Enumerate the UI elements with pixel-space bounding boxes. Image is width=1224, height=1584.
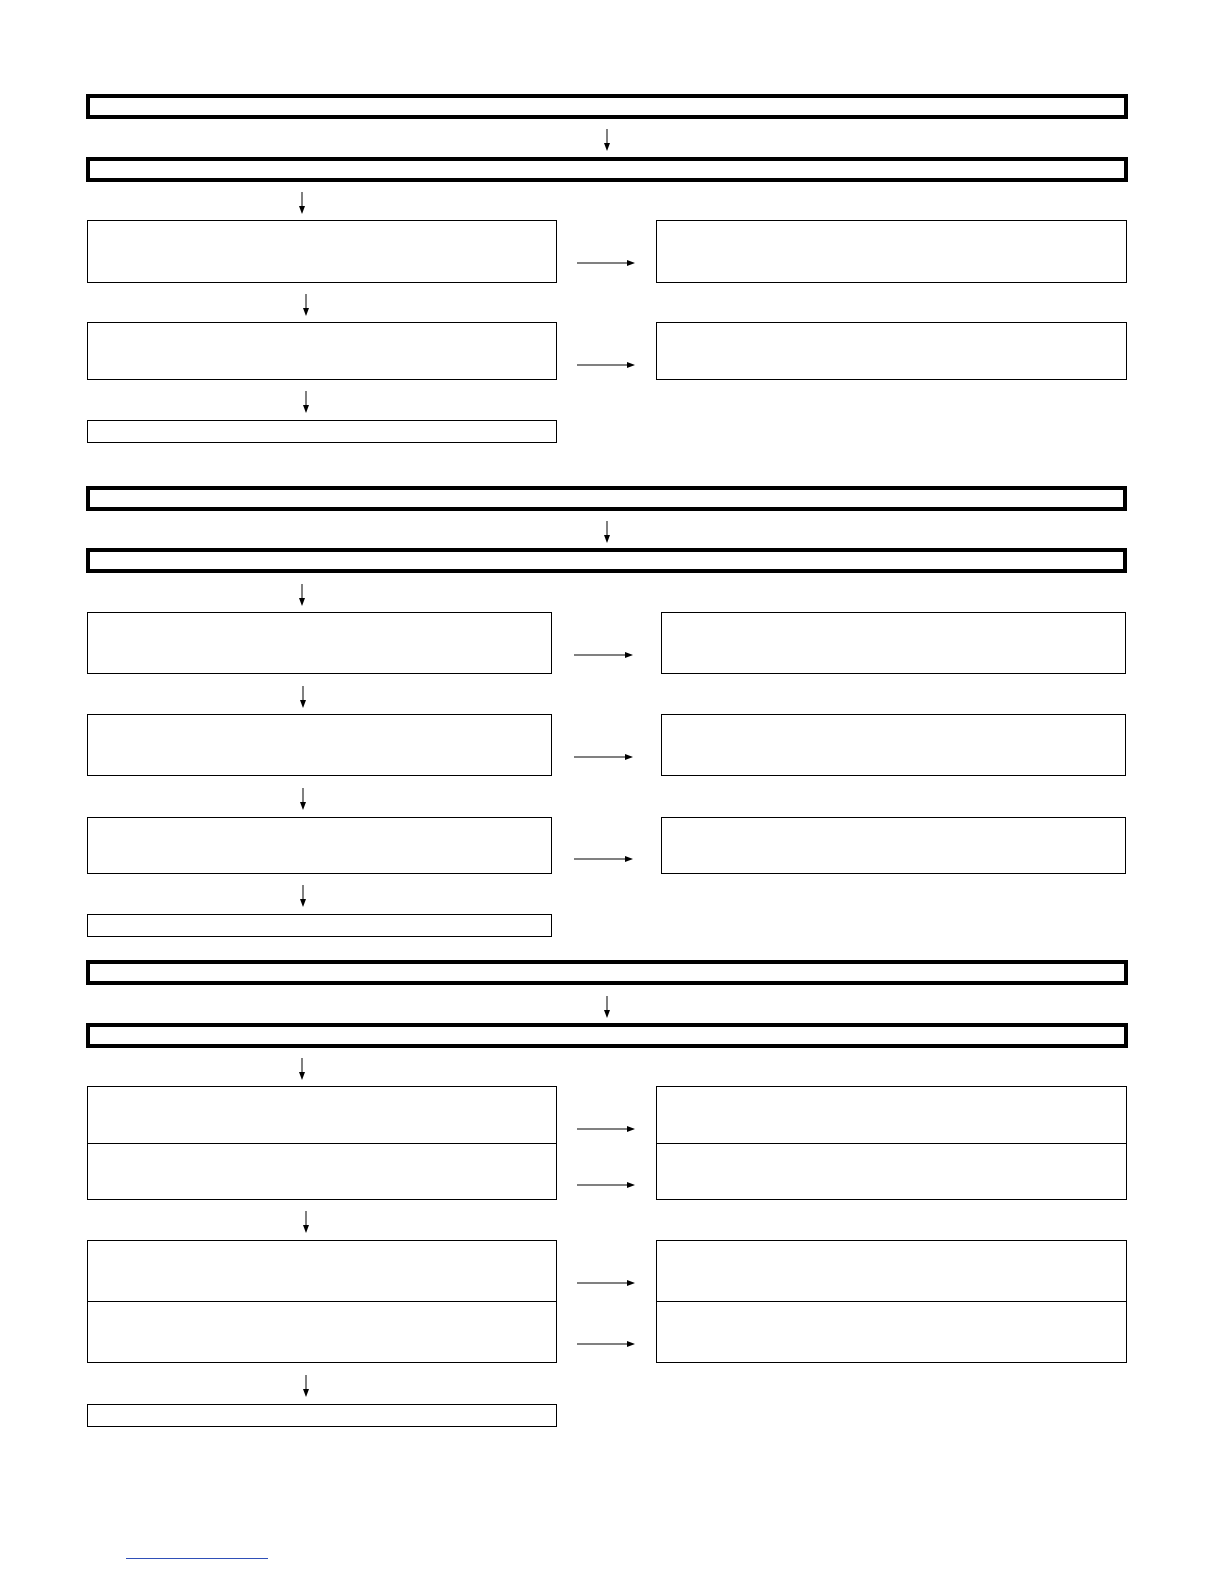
- section-3-check-divider-a: [88, 1143, 556, 1144]
- section-3-check-4: [96, 1306, 548, 1358]
- section-1-subheader: [86, 157, 1128, 182]
- section-2-subheader: [86, 548, 1127, 573]
- section-3-check-divider-b: [88, 1301, 556, 1302]
- section-3-result-1: [665, 1091, 1118, 1139]
- section-3-result-group-a: [656, 1086, 1127, 1200]
- section-1-result-2: [656, 322, 1127, 380]
- footer-rule: [126, 1558, 268, 1559]
- section-3-result-2: [665, 1148, 1118, 1196]
- section-1-end: [87, 420, 557, 443]
- section-2-check-2: [87, 714, 552, 776]
- section-1-result-1: [656, 220, 1127, 283]
- section-3-end: [87, 1404, 557, 1427]
- section-3-result-divider-b: [657, 1301, 1126, 1302]
- section-2-end: [87, 914, 552, 937]
- section-3-check-group-a: [87, 1086, 557, 1200]
- section-3-check-1: [96, 1091, 548, 1139]
- section-3-result-3: [665, 1245, 1118, 1297]
- section-1-check-1: [87, 220, 557, 283]
- section-3-check-group-b: [87, 1240, 557, 1363]
- section-3-result-group-b: [656, 1240, 1127, 1363]
- section-3-result-4: [665, 1306, 1118, 1358]
- section-2-result-3: [661, 817, 1126, 874]
- section-3-check-2: [96, 1148, 548, 1196]
- section-3-subheader: [86, 1023, 1128, 1048]
- section-2-header: [86, 486, 1127, 511]
- section-1-check-2: [87, 322, 557, 380]
- section-1-header: [86, 94, 1128, 119]
- section-2-result-1: [661, 612, 1126, 674]
- section-2-check-1: [87, 612, 552, 674]
- section-2-check-3: [87, 817, 552, 874]
- section-3-check-3: [96, 1245, 548, 1297]
- section-3-result-divider-a: [657, 1143, 1126, 1144]
- section-3-header: [86, 960, 1128, 985]
- section-2-result-2: [661, 714, 1126, 776]
